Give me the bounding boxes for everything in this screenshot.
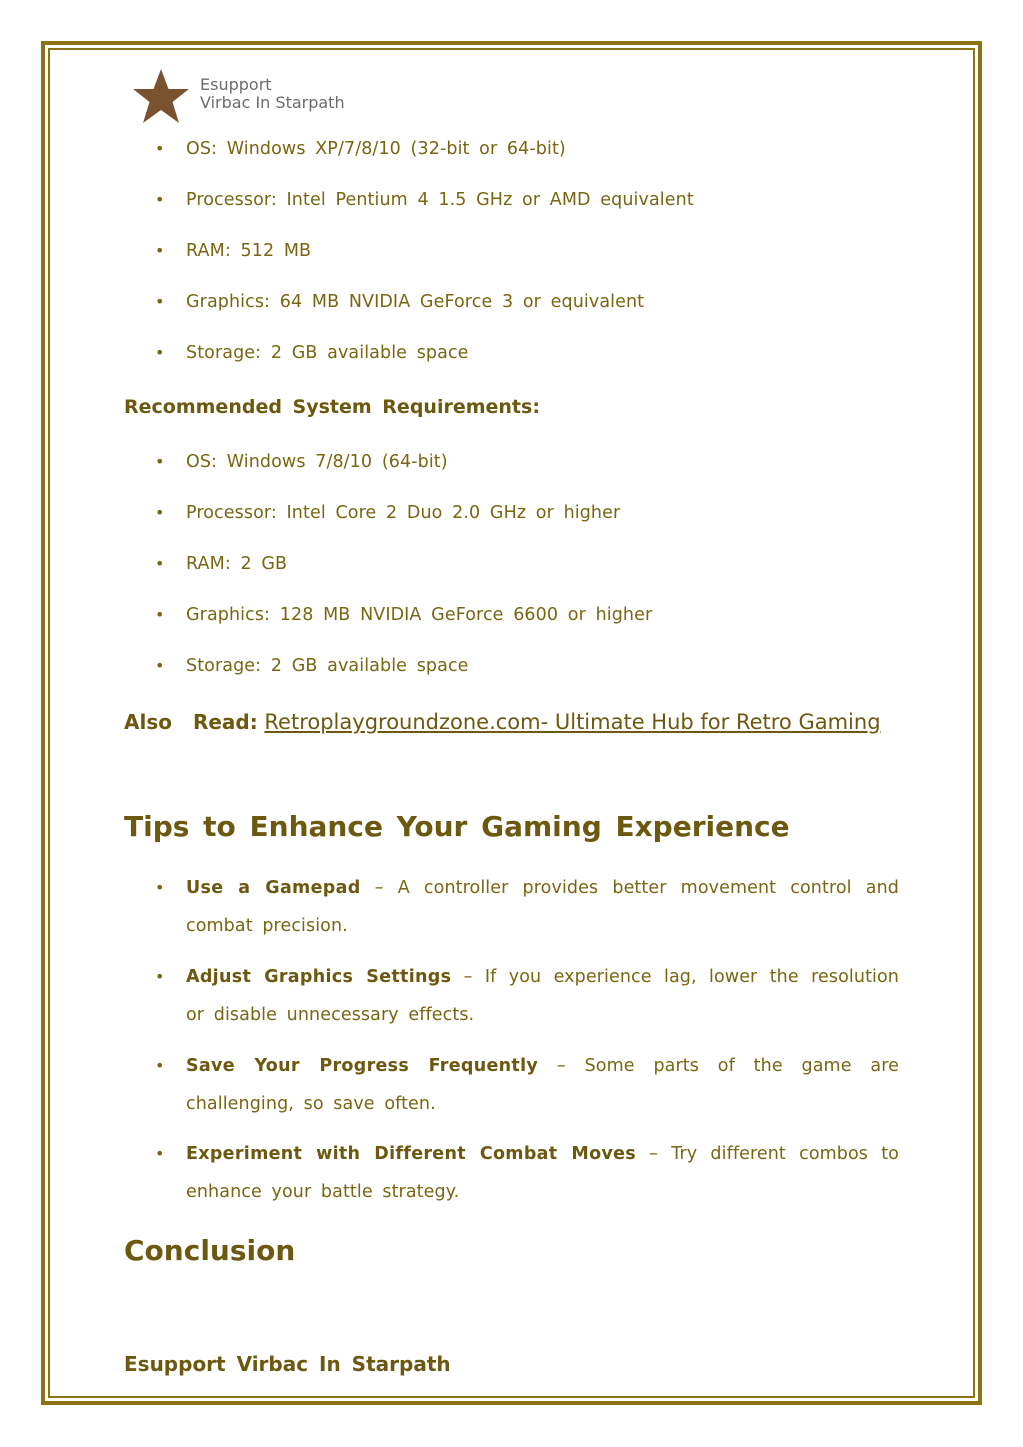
tip-text: – A controller provides better movement control and combat precision. [186,878,900,936]
brand-logo [131,68,371,128]
list-item [186,1135,899,1211]
list-item [186,1047,899,1123]
logo-line-1: Esupport [200,75,272,94]
tips-heading: Tips to Enhance Your Gaming Experience [124,810,790,843]
list-item: • OS: Windows XP/7/8/10 (32-bit or 64-bit) [186,130,899,168]
list-item: • Graphics: 64 MB NVIDIA GeForce 3 or equivalent [186,283,899,321]
star-icon [131,68,191,126]
conclusion-heading: Conclusion [124,1234,296,1267]
logo-line-2: Virbac In Starpath [200,93,345,112]
tip-title: Save Your Progress Frequently [186,1056,539,1076]
footer-brand-name: Esupport Virbac In Starpath [124,1352,451,1376]
also-read [124,701,899,744]
list-item [186,958,899,1034]
tip-text: – Try different combos to enhance your battle strategy. [186,1144,899,1202]
recommended-heading: Recommended System Requirements: [124,396,540,418]
list-item: • Storage: 2 GB available space [186,334,899,372]
list-item: • Processor: Intel Core 2 Duo 2.0 GHz or higher [186,494,899,532]
also-read-link[interactable]: Retroplaygroundzone.com- Ultimate Hub for Retro Gaming [264,710,881,734]
list-item: • Storage: 2 GB available space [186,647,899,685]
list-item [186,869,899,945]
list-item: • OS: Windows 7/8/10 (64-bit) [186,443,899,481]
tip-title: Use a Gamepad [186,878,361,898]
list-item: • Processor: Intel Pentium 4 1.5 GHz or AMD equivalent [186,181,899,219]
list-item: • RAM: 2 GB [186,545,899,583]
list-item: • Graphics: 128 MB NVIDIA GeForce 6600 or higher [186,596,899,634]
tip-text: – If you experience lag, lower the resolution or disable unnecessary effects. [186,967,899,1025]
list-item: • RAM: 512 MB [186,232,899,270]
tip-text: – Some parts of the game are challenging, so save often. [186,1056,899,1114]
tip-title: Experiment with Different Combat Moves [186,1144,636,1164]
also-read-label: Also Read: [124,710,258,734]
tip-title: Adjust Graphics Settings [186,967,452,987]
logo-text [200,76,345,112]
